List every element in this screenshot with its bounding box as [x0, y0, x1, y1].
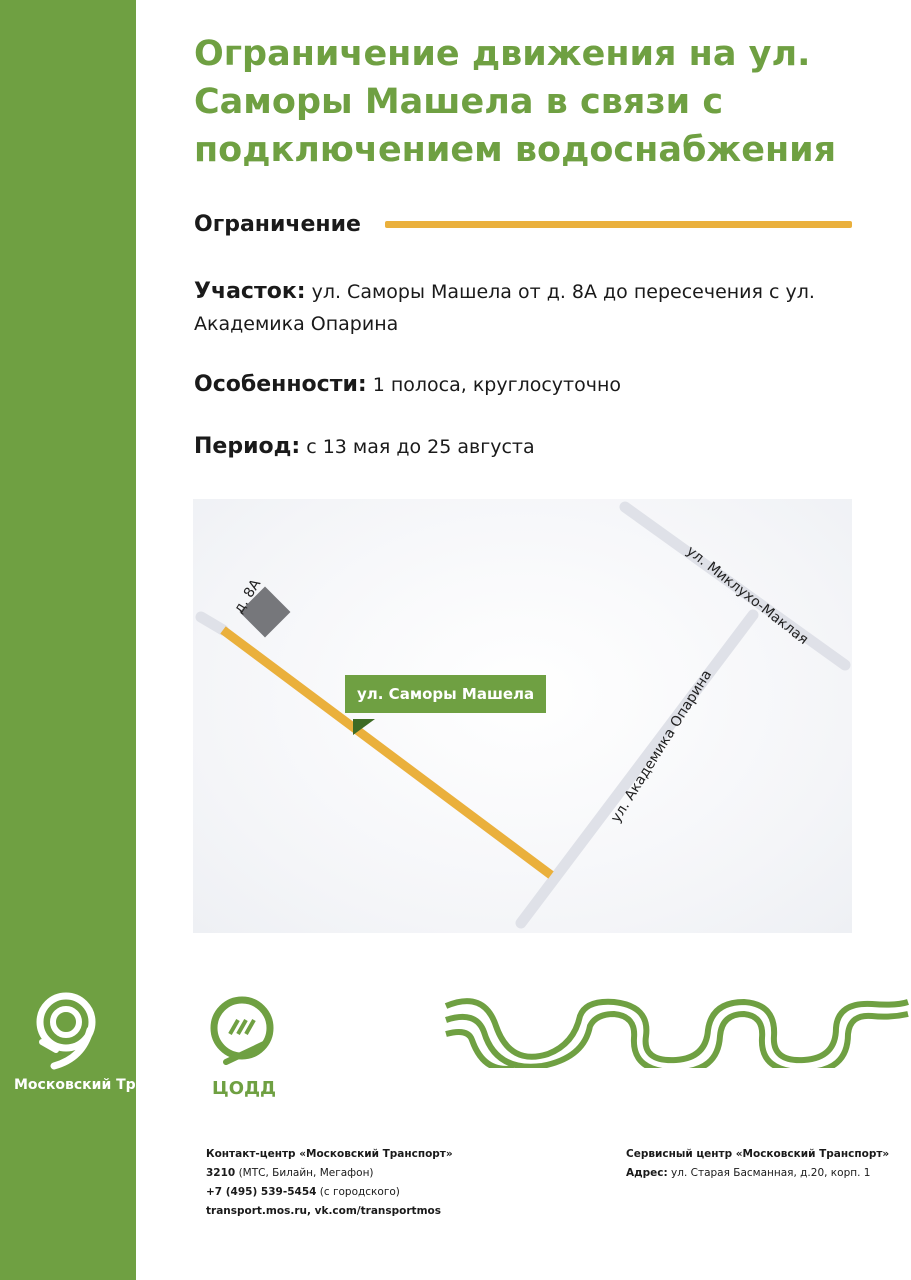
area-value: ул. Саморы Машела от д. 8А до пересечения с ул. Академика Опарина [194, 281, 815, 335]
address-value: ул. Старая Басманная, д.20, корп. 1 [671, 1167, 871, 1179]
features-label: Особенности: [194, 372, 367, 397]
contact-center-info [206, 1145, 453, 1221]
building-label: д. 8А [231, 576, 265, 617]
street-label-miklukho: ул. Миклухо-Маклая [683, 543, 812, 648]
short-number: 3210 [206, 1167, 236, 1179]
phone-number[interactable]: +7 (495) 539-5454 [206, 1186, 317, 1198]
section-header [194, 212, 852, 237]
page-title: Ограничение движения на ул. Саморы Машела в связи с подключением водоснабжения [194, 34, 837, 170]
callout-pointer [353, 719, 375, 735]
service-title: Сервисный центр «Московский Транспорт» [626, 1148, 890, 1160]
section-divider [385, 221, 852, 228]
map-roads [193, 499, 852, 933]
short-number-note: (МТС, Билайн, Мегафон) [238, 1167, 374, 1179]
sidebar [0, 0, 201, 1280]
street-callout: ул. Саморы Машела [345, 675, 546, 713]
period-label: Период: [194, 434, 301, 459]
address-label: Адрес: [626, 1167, 668, 1179]
area-label: Участок: [194, 279, 306, 304]
codd-emblem-icon [204, 994, 280, 1070]
service-center-info [626, 1145, 889, 1183]
moscow-transport-logo [14, 990, 201, 1094]
period-field [194, 431, 834, 463]
street-label-oparina: ул. Академика Опарина [608, 667, 716, 826]
features-value: 1 полоса, круглосуточно [372, 374, 622, 396]
wave-decoration [444, 996, 911, 1068]
moscow-transport-emblem-icon [28, 990, 108, 1070]
period-value: с 13 мая до 25 августа [306, 436, 535, 458]
road-samory-rest [201, 617, 223, 630]
area-field [194, 276, 834, 340]
phone-note: (с городского) [319, 1186, 400, 1198]
contact-title: Контакт-центр «Московский Транспорт» [206, 1148, 453, 1160]
section-label: Ограничение [194, 212, 361, 237]
codd-logo [204, 994, 284, 1099]
codd-name: ЦОДД [212, 1078, 277, 1099]
features-field [194, 369, 834, 401]
map [193, 499, 852, 933]
contact-links[interactable]: transport.mos.ru, vk.com/transportmos [206, 1205, 441, 1217]
road-samory-restricted [223, 630, 551, 875]
moscow-transport-name: Московский Транспорт [14, 1077, 201, 1093]
